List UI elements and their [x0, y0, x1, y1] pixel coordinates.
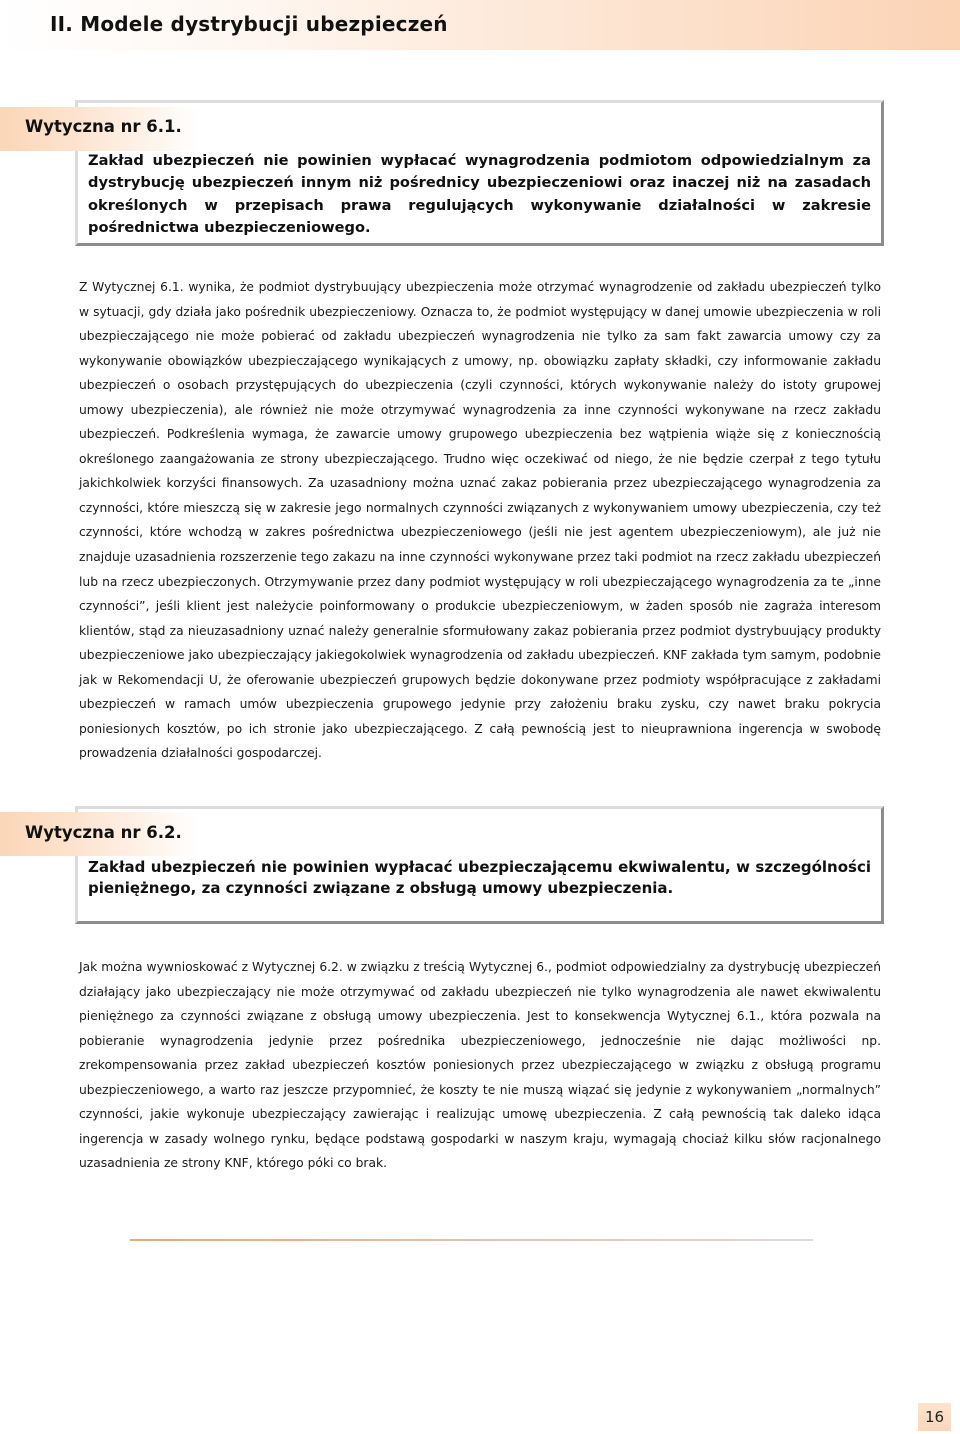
- guideline-label-6-1: Wytyczna nr 6.1.: [25, 117, 182, 136]
- commentary-paragraph-6-1: Z Wytycznej 6.1. wynika, że podmiot dystrybuujący ubezpieczenia może otrzymać wynagrodzenie od zakładu ubezpieczeń tylko w sytuacji, gdy działa jako pośrednik ubezpieczeniowy. Oznacza to, że podmiot występujący w danej umowie ubezpieczenia w roli ubezpieczającego nie może pobierać od zakładu ubezpieczeń wynagrodzenia nie tylko za sam fakt zawarcia umowy czy za wykonywanie obowiązków ubezpieczającego wynikających z umowy, np. obowiązku zapłaty składki, czy informowanie zakładu ubezpieczeń o osobach przystępujących do ubezpieczenia (czyli czynności, których wykonywanie należy do istoty grupowej umowy ubezpieczenia), ale również nie może otrzymywać wynagrodzenia za inne czynności wykonywane na rzecz zakładu ubezpieczeń. Podkreślenia wymaga, że zawarcie umowy grupowego ubezpieczenia bez wątpienia wiąże się z koniecznością określonego zaangażowania ze strony ubezpieczającego. Trudno więc oczekiwać od niego, że nie będzie czerpał z tego tytułu jakichkolwiek korzyści finansowych. Za uzasadniony można uznać zakaz pobierania przez ubezpieczającego wynagrodzenia za czynności, które mieszczą się w zakresie jego normalnych czynności związanych z wykonywaniem umowy ubezpieczenia, czy też czynności, które wchodzą w zakres pośrednictwa ubezpieczeniowego (jeśli nie jest agentem ubezpieczeniowym), ale już nie znajduje uzasadnienia rozszerzenie tego zakazu na inne czynności wykonywane przez taki podmiot na rzecz zakładu ubezpieczeń lub na rzecz ubezpieczonych. Otrzymywanie przez dany podmiot występujący w roli ubezpieczającego wynagrodzenia za te „inne czynności”, jeśli klient jest należycie poinformowany o produkcie ubezpieczeniowym, w żaden sposób nie zagraża interesom klientów, stąd za nieuzasadniony uznać należy generalnie sformułowany zakaz pobierania przez podmiot dystrybuujący produkty ubezpieczeniowe jako ubezpieczający jakiegokolwiek wynagrodzenia od zakładu ubezpieczeń. KNF zakłada tym samym, podobnie jak w Rekomendacji U, że oferowanie ubezpieczeń grupowych będzie dokonywane przez podmioty współpracujące z zakładami ubezpieczeń w ramach umów ubezpieczenia grupowego jedynie przy założeniu braku zysku, czy nawet braku pokrycia poniesionych kosztów, po ich stronie jako ubezpieczającego. Z całą pewnością jest to nieuprawniona ingerencja w swobodę prowadzenia działalności gospodarczej.: [79, 280, 881, 761]
- section-title: II. Modele dystrybucji ubezpieczeń: [50, 12, 448, 36]
- footer-divider: [130, 1239, 813, 1241]
- guideline-label-6-2: Wytyczna nr 6.2.: [25, 823, 182, 842]
- page-number: 16: [924, 1408, 945, 1426]
- guideline-text-6-1: Zakład ubezpieczeń nie powinien wypłacać wynagrodzenia podmiotom odpowiedzialnym za dystrybucję ubezpieczeń innym niż pośrednicy ubezpieczeniowi oraz inaczej niż na zasadach określonych w przepisach prawa regulujących wykonywanie działalności w zakresie pośrednictwa ubezpieczeniowego.: [88, 152, 871, 237]
- guideline-text-6-2: Zakład ubezpieczeń nie powinien wypłacać ubezpieczającemu ekwiwalentu, w szczególności pieniężnego, za czynności związane z obsługą umowy ubezpieczenia.: [88, 858, 871, 897]
- commentary-paragraph-6-2: Jak można wywnioskować z Wytycznej 6.2. w związku z treścią Wytycznej 6., podmiot odpowiedzialny za dystrybucję ubezpieczeń działający jako ubezpieczający nie może otrzymywać od zakładu ubezpieczeń nie tylko wynagrodzenia ale nawet ekwiwalentu pieniężnego za czynności związane z obsługą umowy ubezpieczenia. Jest to konsekwencja Wytycznej 6.1., która pozwala na pobieranie wynagrodzenia jedynie przez pośrednika ubezpieczeniowego, jednocześnie nie dając możliwości np. zrekompensowania przez zakład ubezpieczeń kosztów poniesionych przez ubezpieczającego w związku z obsługą programu ubezpieczeniowego, a warto raz jeszcze przypomnieć, że koszty te nie muszą wiązać się jedynie z wykonywaniem „normalnych” czynności, jakie wykonuje ubezpieczający zawierając i realizując umowę ubezpieczenia. Z całą pewnością tak daleko idąca ingerencja w zasady wolnego rynku, będące podstawą gospodarki w naszym kraju, wymagają chociaż kilku słów racjonalnego uzasadnienia ze strony KNF, którego póki co brak.: [79, 960, 881, 1171]
